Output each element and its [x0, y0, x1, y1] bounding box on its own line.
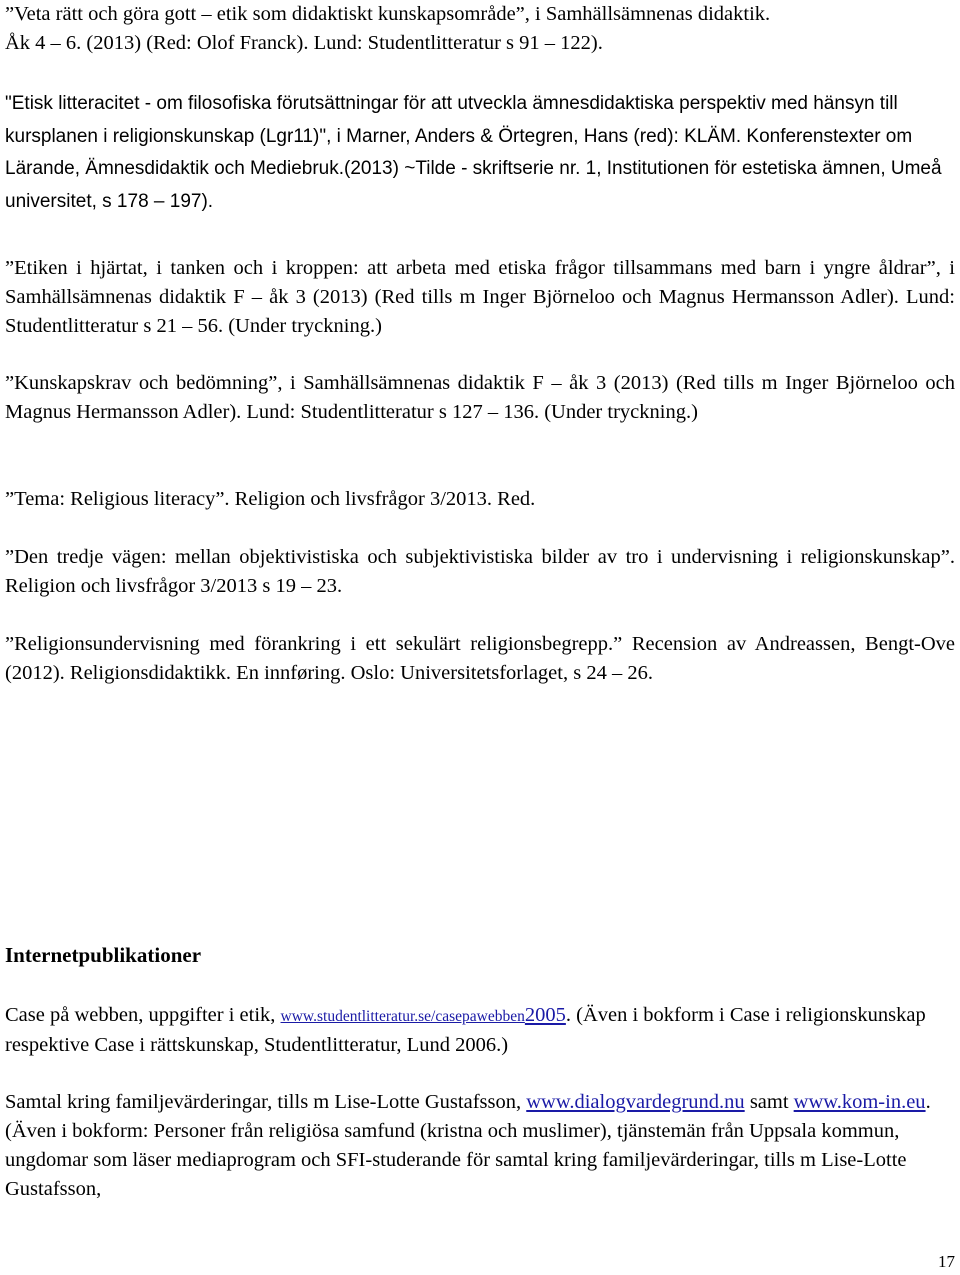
reference-religionsundervisning: ”Religionsundervisning med förankring i ett sekulärt religionsbegrepp.” Recension av Andreassen, Bengt-Ove (2012). Religionsdidaktikk. En innføring. Oslo: Universitetsforlaget, s 24 – 26. — [5, 633, 955, 684]
web-publication-text: samt — [744, 1091, 794, 1113]
web-publication-text: Case på webben, uppgifter i etik, — [5, 1004, 281, 1026]
web-publication-text: . (Även i bokform: Personer från religiösa samfund (kristna och muslimer), tjänstemän från Uppsala kommun, ungdomar som läser mediaprogram och SFI-studerande för samtal kring familjevärderingar, tills m Lise-Lotte Gustafsson, — [5, 1091, 931, 1200]
section-heading-internetpublikationer: Internetpublikationer — [5, 943, 202, 967]
web-publication-samtal — [5, 1088, 955, 1204]
dialogvardegrund-link[interactable]: www.dialogvardegrund.nu — [526, 1091, 745, 1113]
studentlitteratur-link-year[interactable]: 2005 — [524, 1004, 566, 1026]
reference-tema-religious-literacy: ”Tema: Religious literacy”. Religion och livsfrågor 3/2013. Red. — [5, 488, 536, 510]
reference-etisk-litteracitet: "Etisk litteracitet - om filosofiska förutsättningar för att utveckla ämnesdidaktiska perspektiv med hänsyn till kursplanen i religionskunskap (Lgr11)", i Marner, Anders & Örtegren, Hans (red): KLÄM. Konferenstexter om Lärande, Ämnesdidaktik och Mediebruk.(2013) ~Tilde - skriftserie nr. 1, Institutionen för estetiska ämnen, Umeå universitet, s 178 – 197). — [5, 93, 942, 212]
web-publication-text: Samtal kring familjevärderingar, tills m Lise-Lotte Gustafsson, — [5, 1091, 527, 1113]
reference-etiken-i-hjartat: ”Etiken i hjärtat, i tanken och i kroppen: att arbeta med etiska frågor tillsammans med barn i yngre åldrar”, i Samhällsämnenas didaktik F – åk 3 (2013) (Red tills m Inger Björneloo och Magnus Hermansson Adler). Lund: Studentlitteratur s 21 – 56. (Under tryckning.) — [5, 257, 955, 337]
page-number: 17 — [938, 1252, 955, 1271]
reference-line: ”Veta rätt och göra gott – etik som didaktiskt kunskapsområde”, i Samhällsämnenas didaktik. — [5, 3, 771, 25]
kom-in-link[interactable]: www.kom-in.eu — [793, 1091, 926, 1113]
studentlitteratur-link[interactable]: www.studentlitteratur.se/casepawebben — [280, 1008, 525, 1025]
reference-line: Åk 4 – 6. (2013) (Red: Olof Franck). Lund: Studentlitteratur s 91 – 122). — [5, 32, 603, 54]
web-publication-case-pa-webben — [5, 1001, 955, 1060]
reference-den-tredje-vagen: ”Den tredje vägen: mellan objektivistiska och subjektivistiska bilder av tro i undervisning i religionskunskap”. Religion och livsfrågor 3/2013 s 19 – 23. — [5, 546, 955, 597]
reference-kunskapskrav: ”Kunskapskrav och bedömning”, i Samhällsämnenas didaktik F – åk 3 (2013) (Red tills m Inger Björneloo och Magnus Hermansson Adler). Lund: Studentlitteratur s 127 – 136. (Under tryckning.) — [5, 372, 955, 423]
web-publication-text: . (Även i bokform i Case i religionskunskap respektive Case i rättskunskap, Studentlitteratur, Lund 2006.) — [5, 1004, 926, 1056]
reference-veta-ratt — [5, 0, 955, 58]
